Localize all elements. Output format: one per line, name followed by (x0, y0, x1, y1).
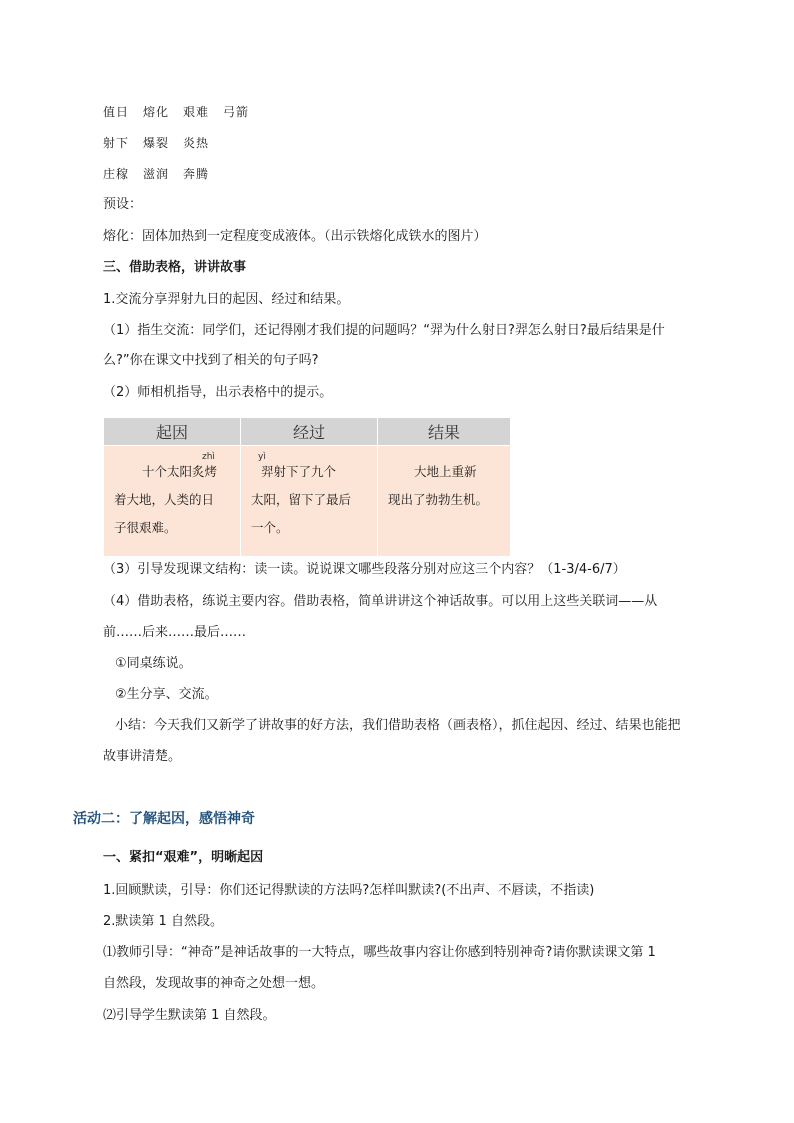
activity-2-step-1-line-1: ⑴教师引导：“神奇”是神话故事的一大特点，哪些故事内容让你感到特别神奇?请你默读课文第 1 (103, 945, 656, 960)
word: 炎热 (183, 136, 210, 150)
cell-line: 十个太阳炙烤 (142, 464, 218, 479)
pinyin-zhi: zhì (202, 452, 215, 462)
word: 艰难 (183, 105, 210, 119)
step-2: （2）师相机指导，出示表格中的提示。 (103, 385, 333, 400)
word-row-1 (103, 103, 263, 121)
activity-2-step-2: ⑵引导学生默读第 1 自然段。 (103, 1008, 276, 1023)
word: 弓箭 (223, 105, 250, 119)
activity-2-step-1-line-2: 自然段，发现故事的神奇之处想一想。 (103, 976, 325, 991)
section-3-title: 三、借助表格，讲讲故事 (103, 260, 247, 275)
step-1-line-2: 么?”你在课文中找到了相关的句子吗? (103, 353, 319, 368)
activity-2-item-2: 2.默读第 1 自然段。 (103, 914, 223, 929)
header-result: 结果 (378, 418, 511, 446)
step-3: （3）引导发现课文结构：读一读。说说课文哪些段落分别对应这三个内容？（1-3/4-6/7） (103, 562, 626, 577)
cell-line: 现出了勃勃生机。 (388, 492, 489, 507)
word: 熔化 (143, 105, 170, 119)
cell-result (378, 446, 511, 557)
table-header-row (104, 418, 511, 446)
item-1: 1.交流分享羿射九日的起因、经过和结果。 (103, 292, 350, 307)
word: 值日 (103, 105, 130, 119)
melt-definition: 熔化：固体加热到一定程度变成液体。（出示铁熔化成铁水的图片） (103, 229, 487, 244)
pinyin-yi: yì (258, 452, 266, 462)
cell-line: 着大地，人类的日 (114, 492, 215, 507)
cell-line: 羿射下了九个 (261, 464, 337, 479)
word: 滋润 (143, 167, 170, 181)
word: 奔腾 (183, 167, 210, 181)
preset-label: 预设： (103, 197, 143, 212)
cell-line: 一个。 (251, 520, 289, 535)
word: 射下 (103, 136, 130, 150)
cell-line: 大地上重新 (414, 464, 477, 479)
cell-line: 太阳，留下了最后 (251, 492, 352, 507)
word: 庄稼 (103, 167, 130, 181)
header-cause: 起因 (104, 418, 241, 446)
activity-2-title: 活动二：了解起因，感悟神奇 (73, 811, 255, 827)
story-table (103, 417, 511, 557)
step-4-line-2: 前……后来……最后…… (103, 625, 247, 640)
step-4-line-1: （4）借助表格，练说主要内容。借助表格，简单讲讲这个神话故事。可以用上这些关联词——从 (103, 594, 658, 609)
sub-item-1: ①同桌练说。 (115, 656, 192, 671)
word: 爆裂 (143, 136, 170, 150)
cell-cause (104, 446, 241, 557)
activity-2-section-1: 一、紧扣“艰难”，明晰起因 (103, 850, 264, 865)
cell-process (241, 446, 378, 557)
activity-2-item-1: 1.回顾默读，引导：你们还记得默读的方法吗?怎样叫默读?(不出声、不唇读，不指读) (103, 883, 595, 898)
header-process: 经过 (241, 418, 378, 446)
summary-line-1: 小结：今天我们又新学了讲故事的好方法，我们借助表格（画表格），抓住起因、经过、结果也能把 (115, 718, 681, 733)
summary-line-2: 故事讲清楚。 (103, 749, 182, 764)
word-row-2 (103, 134, 223, 152)
sub-item-2: ②生分享、交流。 (115, 687, 218, 702)
table-row (104, 446, 511, 557)
step-1-line-1: （1）指生交流：同学们，还记得刚才我们提的问题吗？“羿为什么射日?羿怎么射日?最后结果是什 (103, 323, 665, 338)
word-row-3 (103, 165, 223, 183)
cell-line: 子很艰难。 (114, 520, 177, 535)
